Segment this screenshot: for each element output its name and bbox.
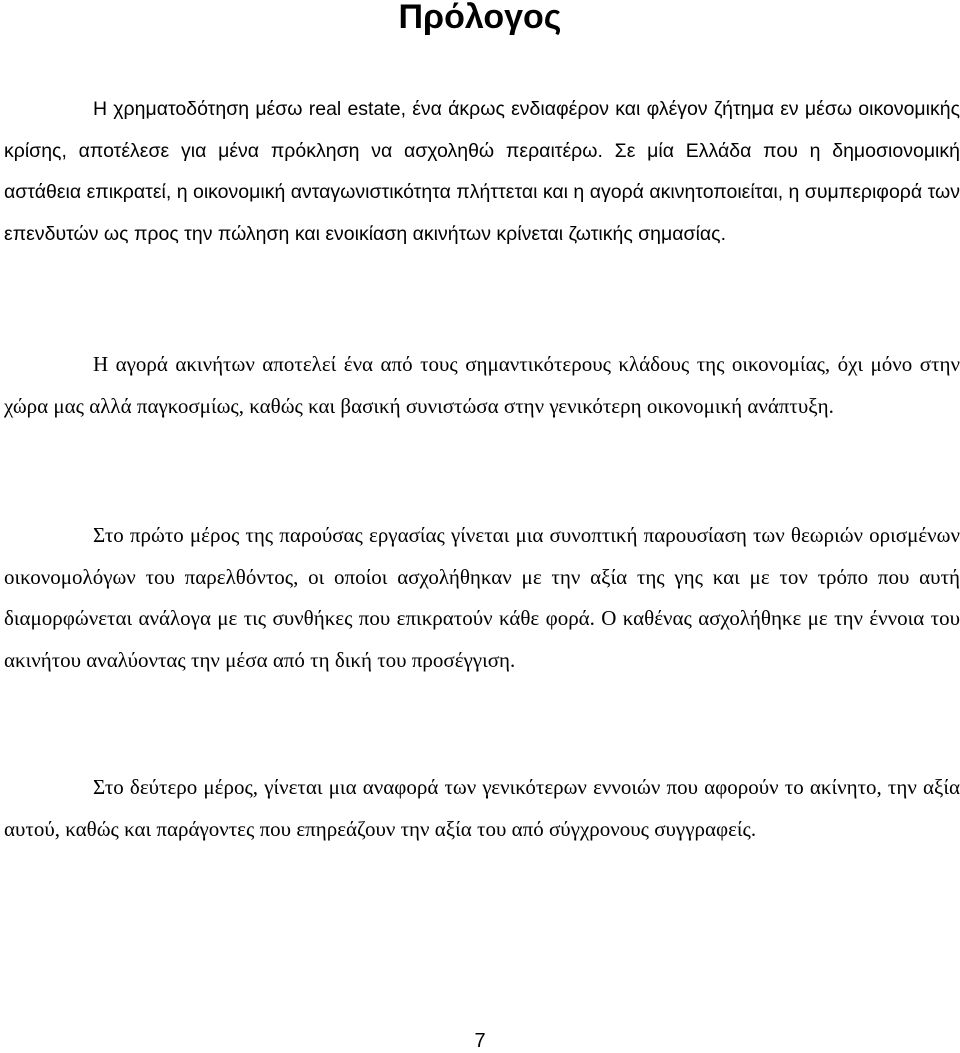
page-title: Πρόλογος: [398, 0, 562, 36]
paragraph-intro: Η χρηματοδότηση μέσω real estate, ένα άκρως ενδιαφέρον και φλέγον ζήτημα εν μέσω οικονομικής κρίσης, αποτέλεσε για μένα πρόκληση να ασχοληθώ περαιτέρω. Σε μία Ελλάδα που η δημοσιονομική αστάθεια επικρατεί, η οικονομική ανταγωνιστικότητα πλήττεται και η αγορά ακινητοποιείται, η συμπεριφορά των επενδυτών ως προς την πώληση και ενοικίαση ακινήτων κρίνεται ζωτικής σημασίας.: [4, 98, 960, 245]
page-number: 7: [474, 1030, 486, 1052]
paragraph-part-one: Στο πρώτο μέρος της παρούσας εργασίας γίνεται μια συνοπτική παρουσίαση των θεωριών ορισμένων οικονομολόγων του παρελθόντος, οι οποίοι ασχολήθηκαν με την αξία της γης και με τον τρόπο που αυτή διαμορφώνεται ανάλογα με τις συνθήκες που επικρατούν κάθε φορά. Ο καθένας ασχολήθηκε με την έννοια του ακινήτου αναλύοντας την μέσα από τη δική του προσέγγιση.: [4, 523, 960, 672]
paragraph-real-estate-market: Η αγορά ακινήτων αποτελεί ένα από τους σημαντικότερους κλάδους της οικονομίας, όχι μόνο στην χώρα μας αλλά παγκοσμίως, καθώς και βασική συνιστώσα στην γενικότερη οικονομική ανάπτυξη.: [4, 352, 960, 418]
paragraph-part-two: Στο δεύτερο μέρος, γίνεται μια αναφορά των γενικότερων εννοιών που αφορούν το ακίνητο, την αξία αυτού, καθώς και παράγοντες που επηρεάζουν την αξία του από σύγχρονους συγγραφείς.: [4, 775, 960, 841]
